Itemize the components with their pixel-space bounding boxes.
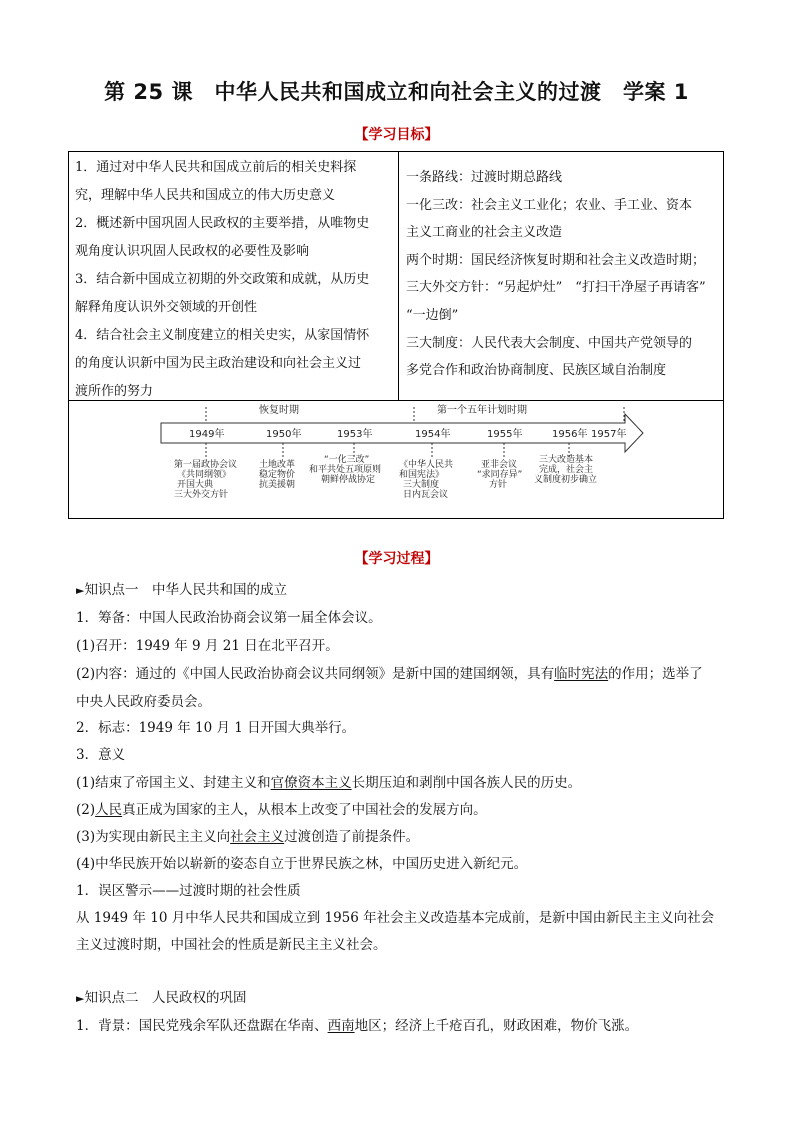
knowledge-summary — [406, 164, 722, 385]
text-line: 中央人民政府委员会。 — [76, 694, 211, 710]
text-line: (1)结束了帝国主义、封建主义和官僚资本主义长期压迫和剥削中国各族人民的历史。 — [76, 775, 582, 791]
timeline-event: 土地改革 — [259, 460, 296, 470]
timeline-event: 三大改造基本 — [539, 455, 594, 465]
underlined-answer: 官僚资本主义 — [270, 775, 352, 791]
goals-table — [68, 151, 724, 519]
text-line: (3)为实现由新民主主义向社会主义过渡创造了前提条件。 — [76, 829, 420, 845]
text-line: 2．标志：1949 年 10 月 1 日开国大典举行。 — [76, 720, 356, 736]
goal-line: 4．结合社会主义制度建立的相关史实，从家国情怀 — [75, 328, 370, 343]
timeline-event: 《共同纲领》 — [177, 470, 232, 480]
summary-line: “一边倒” — [406, 307, 459, 323]
summary-line: 一化三改：社会主义工业化；农业、手工业、资本 — [406, 197, 693, 213]
underlined-answer: 人民 — [95, 802, 123, 818]
summary-line: 多党合作和政治协商制度、民族区域自治制度 — [406, 363, 667, 379]
goals-heading: 【学习目标】 — [354, 127, 439, 143]
summary-line: 一条路线：过渡时期总路线 — [406, 170, 563, 185]
goal-line: 3．结合新中国成立初期的外交政策和成就，从历史 — [75, 272, 370, 287]
triangle-bullet-icon: ► — [76, 992, 85, 1005]
timeline-period-five-year-plan: 第一个五年计划时期 — [437, 405, 527, 416]
timeline-event: 开国大典 — [177, 480, 214, 490]
summary-line: 主义工商业的社会主义改造 — [406, 225, 563, 241]
summary-line: 三大制度：人民代表大会制度、中国共产党领导的 — [406, 335, 693, 351]
knowledge-point-2-title: ►知识点二 人民政权的巩固 — [76, 990, 247, 1006]
timeline-event: 三大外交方针 — [174, 490, 229, 500]
underlined-answer: 社会主义 — [230, 829, 285, 845]
text-line: (4)中华民族开始以崭新的姿态自立于世界民族之林，中国历史进入新纪元。 — [76, 856, 528, 872]
timeline-event: 朝鲜停战协定 — [321, 475, 376, 485]
timeline-event: 《中华人民共 — [399, 460, 454, 470]
triangle-bullet-icon: ► — [76, 584, 85, 597]
text-line: 3．意义 — [76, 747, 126, 763]
process-heading: 【学习过程】 — [354, 551, 439, 567]
timeline-year: 1955年 — [487, 429, 523, 440]
text-line: 从 1949 年 10 月中华人民共和国成立到 1956 年社会主义改造基本完成前，是新中国由新民主主义向社会 — [76, 910, 715, 926]
timeline-event: 亚非会议 — [481, 460, 518, 470]
goal-line: 渡所作的努力 — [75, 384, 154, 399]
underlined-answer: 临时宪法 — [554, 666, 609, 682]
timeline-year: 1957年 — [591, 429, 627, 440]
timeline-event: “一化三改” — [324, 455, 370, 465]
text-line: (1)召开：1949 年 9 月 21 日在北平召开。 — [76, 638, 339, 654]
goal-line: 的角度认识新中国为民主政治建设和向社会主义过 — [75, 356, 362, 371]
timeline-year: 1950年 — [266, 429, 302, 440]
page-title: 第 25 课 中华人民共和国成立和向社会主义的过渡 学案 1 — [104, 80, 689, 104]
knowledge-point-1-title: ►知识点一 中华人民共和国的成立 — [76, 582, 287, 598]
text-line: (2)内容：通过的《中国人民政治协商会议共同纲领》是新中国的建国纲领，具有临时宪法的作用；选举了 — [76, 666, 703, 682]
goal-line: 究，理解中华人民共和国成立的伟大历史意义 — [75, 188, 336, 203]
timeline-event: 第一届政协会议 — [174, 460, 238, 470]
text-line: 1．筹备：中国人民政治协商会议第一届全体会议。 — [76, 610, 382, 626]
goal-line: 解释角度认识外交领域的开创性 — [75, 300, 258, 315]
timeline-year: 1949年 — [189, 429, 225, 440]
timeline-event: 义制度初步确立 — [534, 475, 598, 485]
misconception-title: 1．误区警示——过渡时期的社会性质 — [76, 883, 301, 899]
timeline-event: 日内瓦会议 — [403, 490, 449, 500]
timeline-event: 方针 — [489, 480, 508, 490]
goal-line: 2．概述新中国巩固人民政权的主要举措，从唯物史 — [75, 216, 370, 231]
timeline-year: 1956年 — [552, 429, 588, 440]
text-line: 主义过渡时期，中国社会的性质是新民主主义社会。 — [76, 937, 387, 953]
timeline-year: 1954年 — [415, 429, 451, 440]
timeline-event: 和平共处五项原则 — [309, 465, 382, 475]
timeline-period-recovery: 恢复时期 — [259, 405, 299, 416]
timeline-event: 抗美援朝 — [259, 480, 296, 490]
timeline-diagram — [69, 401, 723, 518]
timeline-event: 和国宪法》 — [399, 470, 445, 480]
goal-line: 1．通过对中华人民共和国成立前后的相关史料探 — [75, 160, 357, 175]
goal-line: 观角度认识巩固人民政权的必要性及影响 — [75, 244, 310, 259]
underlined-answer: 西南 — [327, 1018, 355, 1034]
timeline-year: 1953年 — [337, 429, 373, 440]
timeline-event: 完成，社会主 — [539, 465, 594, 475]
summary-line: 两个时期：国民经济恢复时期和社会主义改造时期； — [406, 252, 706, 268]
timeline-event: 稳定物价 — [259, 470, 296, 480]
summary-line: 三大外交方针：“另起炉灶” “打扫干净屋子再请客” — [406, 280, 706, 296]
learning-goals — [75, 154, 393, 406]
timeline-event: 三大制度 — [403, 480, 440, 490]
timeline-event: “求同存异” — [477, 470, 523, 480]
text-line: (2)人民真正成为国家的主人，从根本上改变了中国社会的发展方向。 — [76, 802, 487, 818]
text-line: 1．背景：国民党残余军队还盘踞在华南、西南地区；经济上千疮百孔，财政困难，物价飞涨。 — [76, 1018, 639, 1034]
table-divider-vertical — [398, 152, 399, 400]
